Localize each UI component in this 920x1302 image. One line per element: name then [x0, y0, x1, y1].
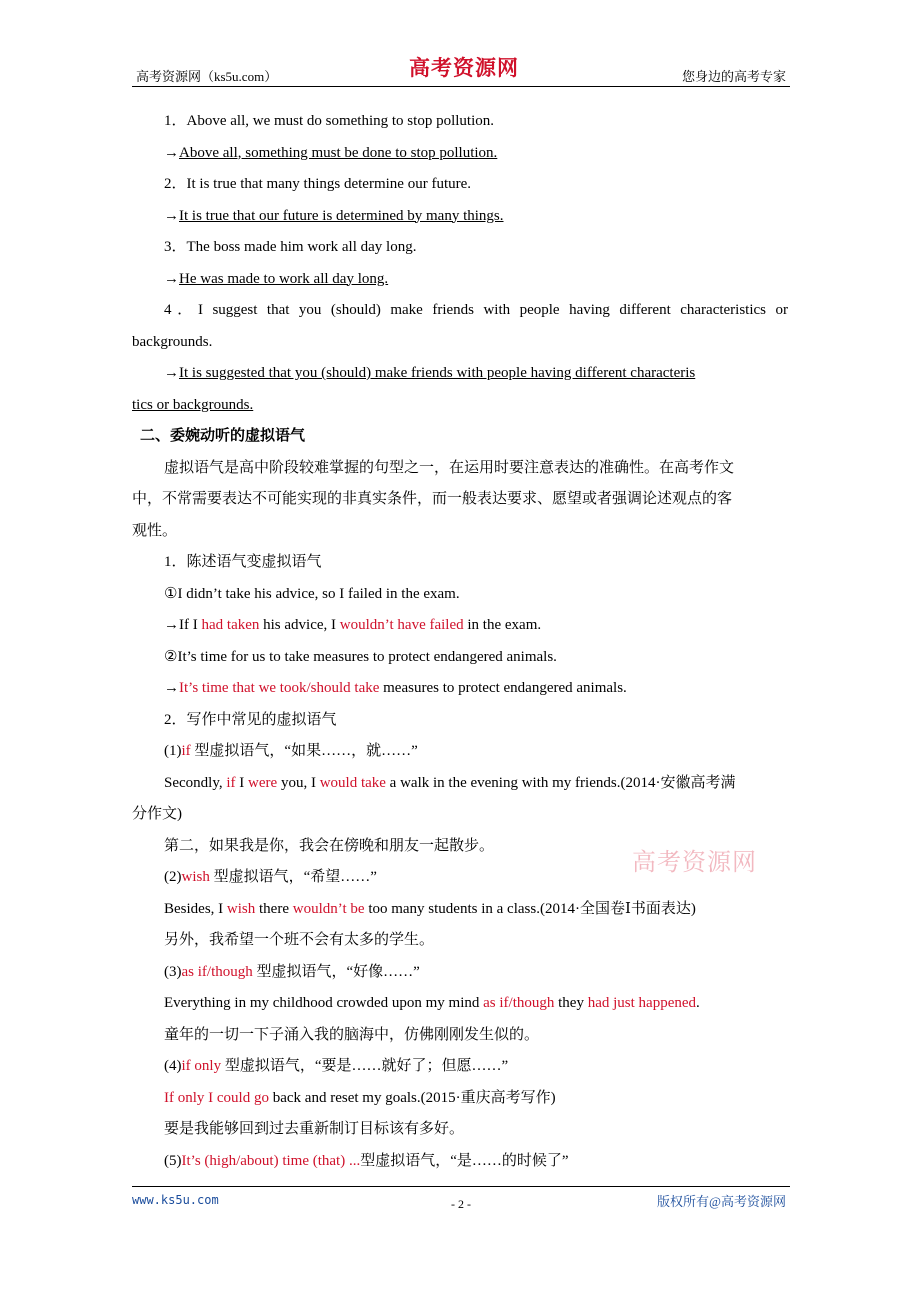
subsection-2-title: 2．写作中常见的虚拟语气 [164, 711, 337, 728]
answer-2: →It is true that our future is determined by many things. [164, 207, 504, 224]
item-3: 3．The boss made him work all day long. [164, 239, 417, 255]
header-logo: 高考资源网 [409, 55, 519, 80]
pattern-4-translation: 要是我能够回到过去重新制订目标该有多好。 [164, 1121, 465, 1137]
intro-line-1: 虚拟语气是高中阶段较难掌握的句型之一，在运用时要注意表达的准确性。在高考作文 [164, 459, 735, 476]
example-2: ②It’s time for us to take measures to protect endangered animals. [164, 648, 557, 665]
page-footer [132, 1186, 790, 1227]
section-heading: 二、委婉动听的虚拟语气 [140, 428, 306, 444]
footer-site-link[interactable]: www.ks5u.com [132, 1193, 219, 1207]
page-header [132, 52, 790, 87]
pattern-1-example-cont: 分作文) [132, 806, 182, 822]
intro-line-2: 中，不常需要表达不可能实现的非真实条件，而一般表达要求、愿望或者强调论述观点的客 [132, 491, 733, 507]
answer-1: →Above all, something must be done to stop pollution. [164, 144, 498, 161]
header-site-name: 高考资源网（ks5u.com） [136, 69, 278, 84]
item-2: 2．It is true that many things determine our future. [164, 176, 472, 192]
pattern-1-translation: 第二，如果我是你，我会在傍晚和朋友一起散步。 [164, 837, 495, 854]
document-body [132, 106, 788, 1177]
item-1: 1．Above all, we must do something to stop pollution. [164, 113, 494, 129]
intro-line-3: 观性。 [132, 522, 178, 539]
answer-3: →He was made to work all day long. [164, 270, 389, 287]
pattern-2-translation: 另外，我希望一个班不会有太多的学生。 [164, 932, 435, 948]
item-4-line-1: 4．I suggest that you (should) make friends with people having different characteristics or [164, 302, 788, 318]
pattern-1-example: Secondly, if I were you, I would take a walk in the evening with my friends.(2014·安徽高考满 [164, 774, 736, 791]
pattern-3-title: (3)as if/though 型虚拟语气，“好像……” [164, 963, 420, 980]
pattern-3-example: Everything in my childhood crowded upon my mind as if/though they had just happened. [164, 995, 700, 1011]
pattern-3-translation: 童年的一切一下子涌入我的脑海中，仿佛刚刚发生似的。 [164, 1026, 540, 1043]
item-4-line-2: backgrounds. [132, 333, 213, 350]
pattern-5-title: (5)It’s (high/about) time (that) ...型虚拟语气，“是……的时候了” [164, 1152, 569, 1169]
page-number: - 2 - [451, 1197, 471, 1211]
pattern-1-title: (1)if 型虚拟语气，“如果……，就……” [164, 743, 418, 759]
pattern-4-example: If only I could go back and reset my goals.(2015·重庆高考写作) [164, 1089, 556, 1106]
pattern-2-example: Besides, I wish there wouldn’t be too many students in a class.(2014·全国卷Ⅰ书面表达) [164, 900, 696, 917]
answer-4-line-2: tics or backgrounds. [132, 396, 254, 413]
watermark: 高考资源网 [632, 848, 757, 876]
subsection-1-title: 1．陈述语气变虚拟语气 [164, 554, 322, 570]
rewrite-2: →It’s time that we took/should take measures to protect endangered animals. [164, 680, 627, 696]
pattern-4-title: (4)if only 型虚拟语气，“要是……就好了；但愿……” [164, 1058, 509, 1074]
rewrite-1: →If I had taken his advice, I wouldn’t have failed in the exam. [164, 617, 542, 633]
answer-4-line-1: →It is suggested that you (should) make friends with people having different characteris [164, 365, 696, 381]
example-1: ①I didn’t take his advice, so I failed in the exam. [164, 585, 460, 602]
footer-copyright: 版权所有@高考资源网 [657, 1194, 786, 1209]
pattern-2-title: (2)wish 型虚拟语气，“希望……” [164, 869, 377, 885]
header-slogan: 您身边的高考专家 [681, 69, 786, 84]
